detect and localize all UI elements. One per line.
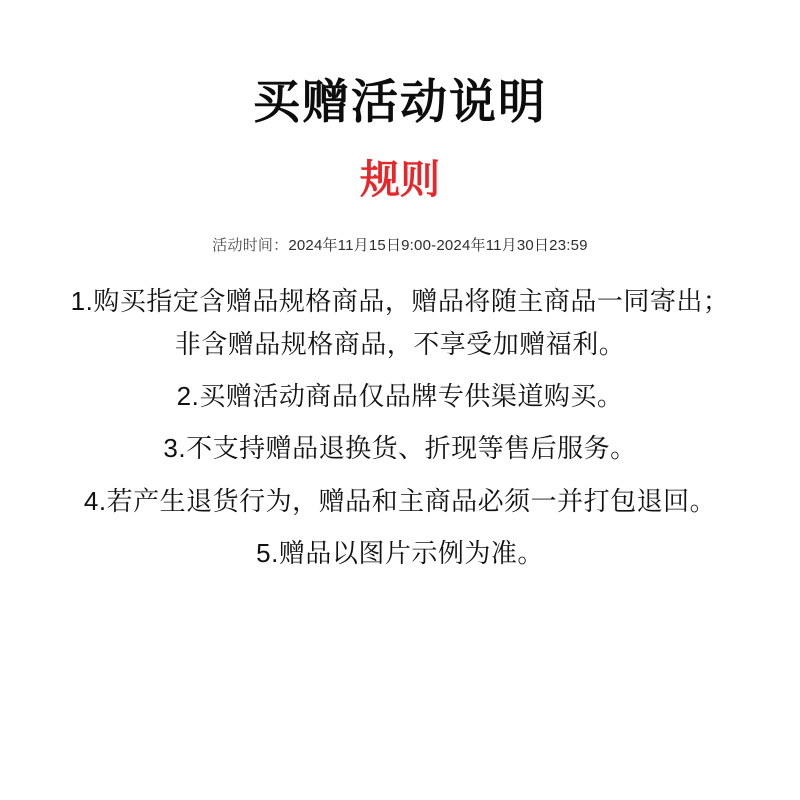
activity-period [212, 234, 587, 255]
rule-item: 1.购买指定含赠品规格商品，赠品将随主商品一同寄出； [70, 286, 730, 317]
rule-item: 5.赠品以图片示例为准。 [256, 537, 544, 568]
activity-period-label: 活动时间： [212, 237, 289, 255]
rules-list [30, 281, 770, 573]
activity-period-value: 2024年11月15日9:00-2024年11月30日23:59 [288, 237, 588, 255]
rule-item-continuation: 非含赠品规格商品，不享受加赠福利。 [174, 328, 626, 359]
page-title: 买赠活动说明 [253, 75, 547, 128]
rule-item: 3.不支持赠品退换货、折现等售后服务。 [163, 433, 637, 464]
rule-item: 4.若产生退货行为，赠品和主商品必须一并打包退回。 [83, 485, 717, 516]
rule-item: 2.买赠活动商品仅品牌专供渠道购买。 [176, 380, 624, 411]
rules-heading: 规则 [360, 158, 440, 203]
